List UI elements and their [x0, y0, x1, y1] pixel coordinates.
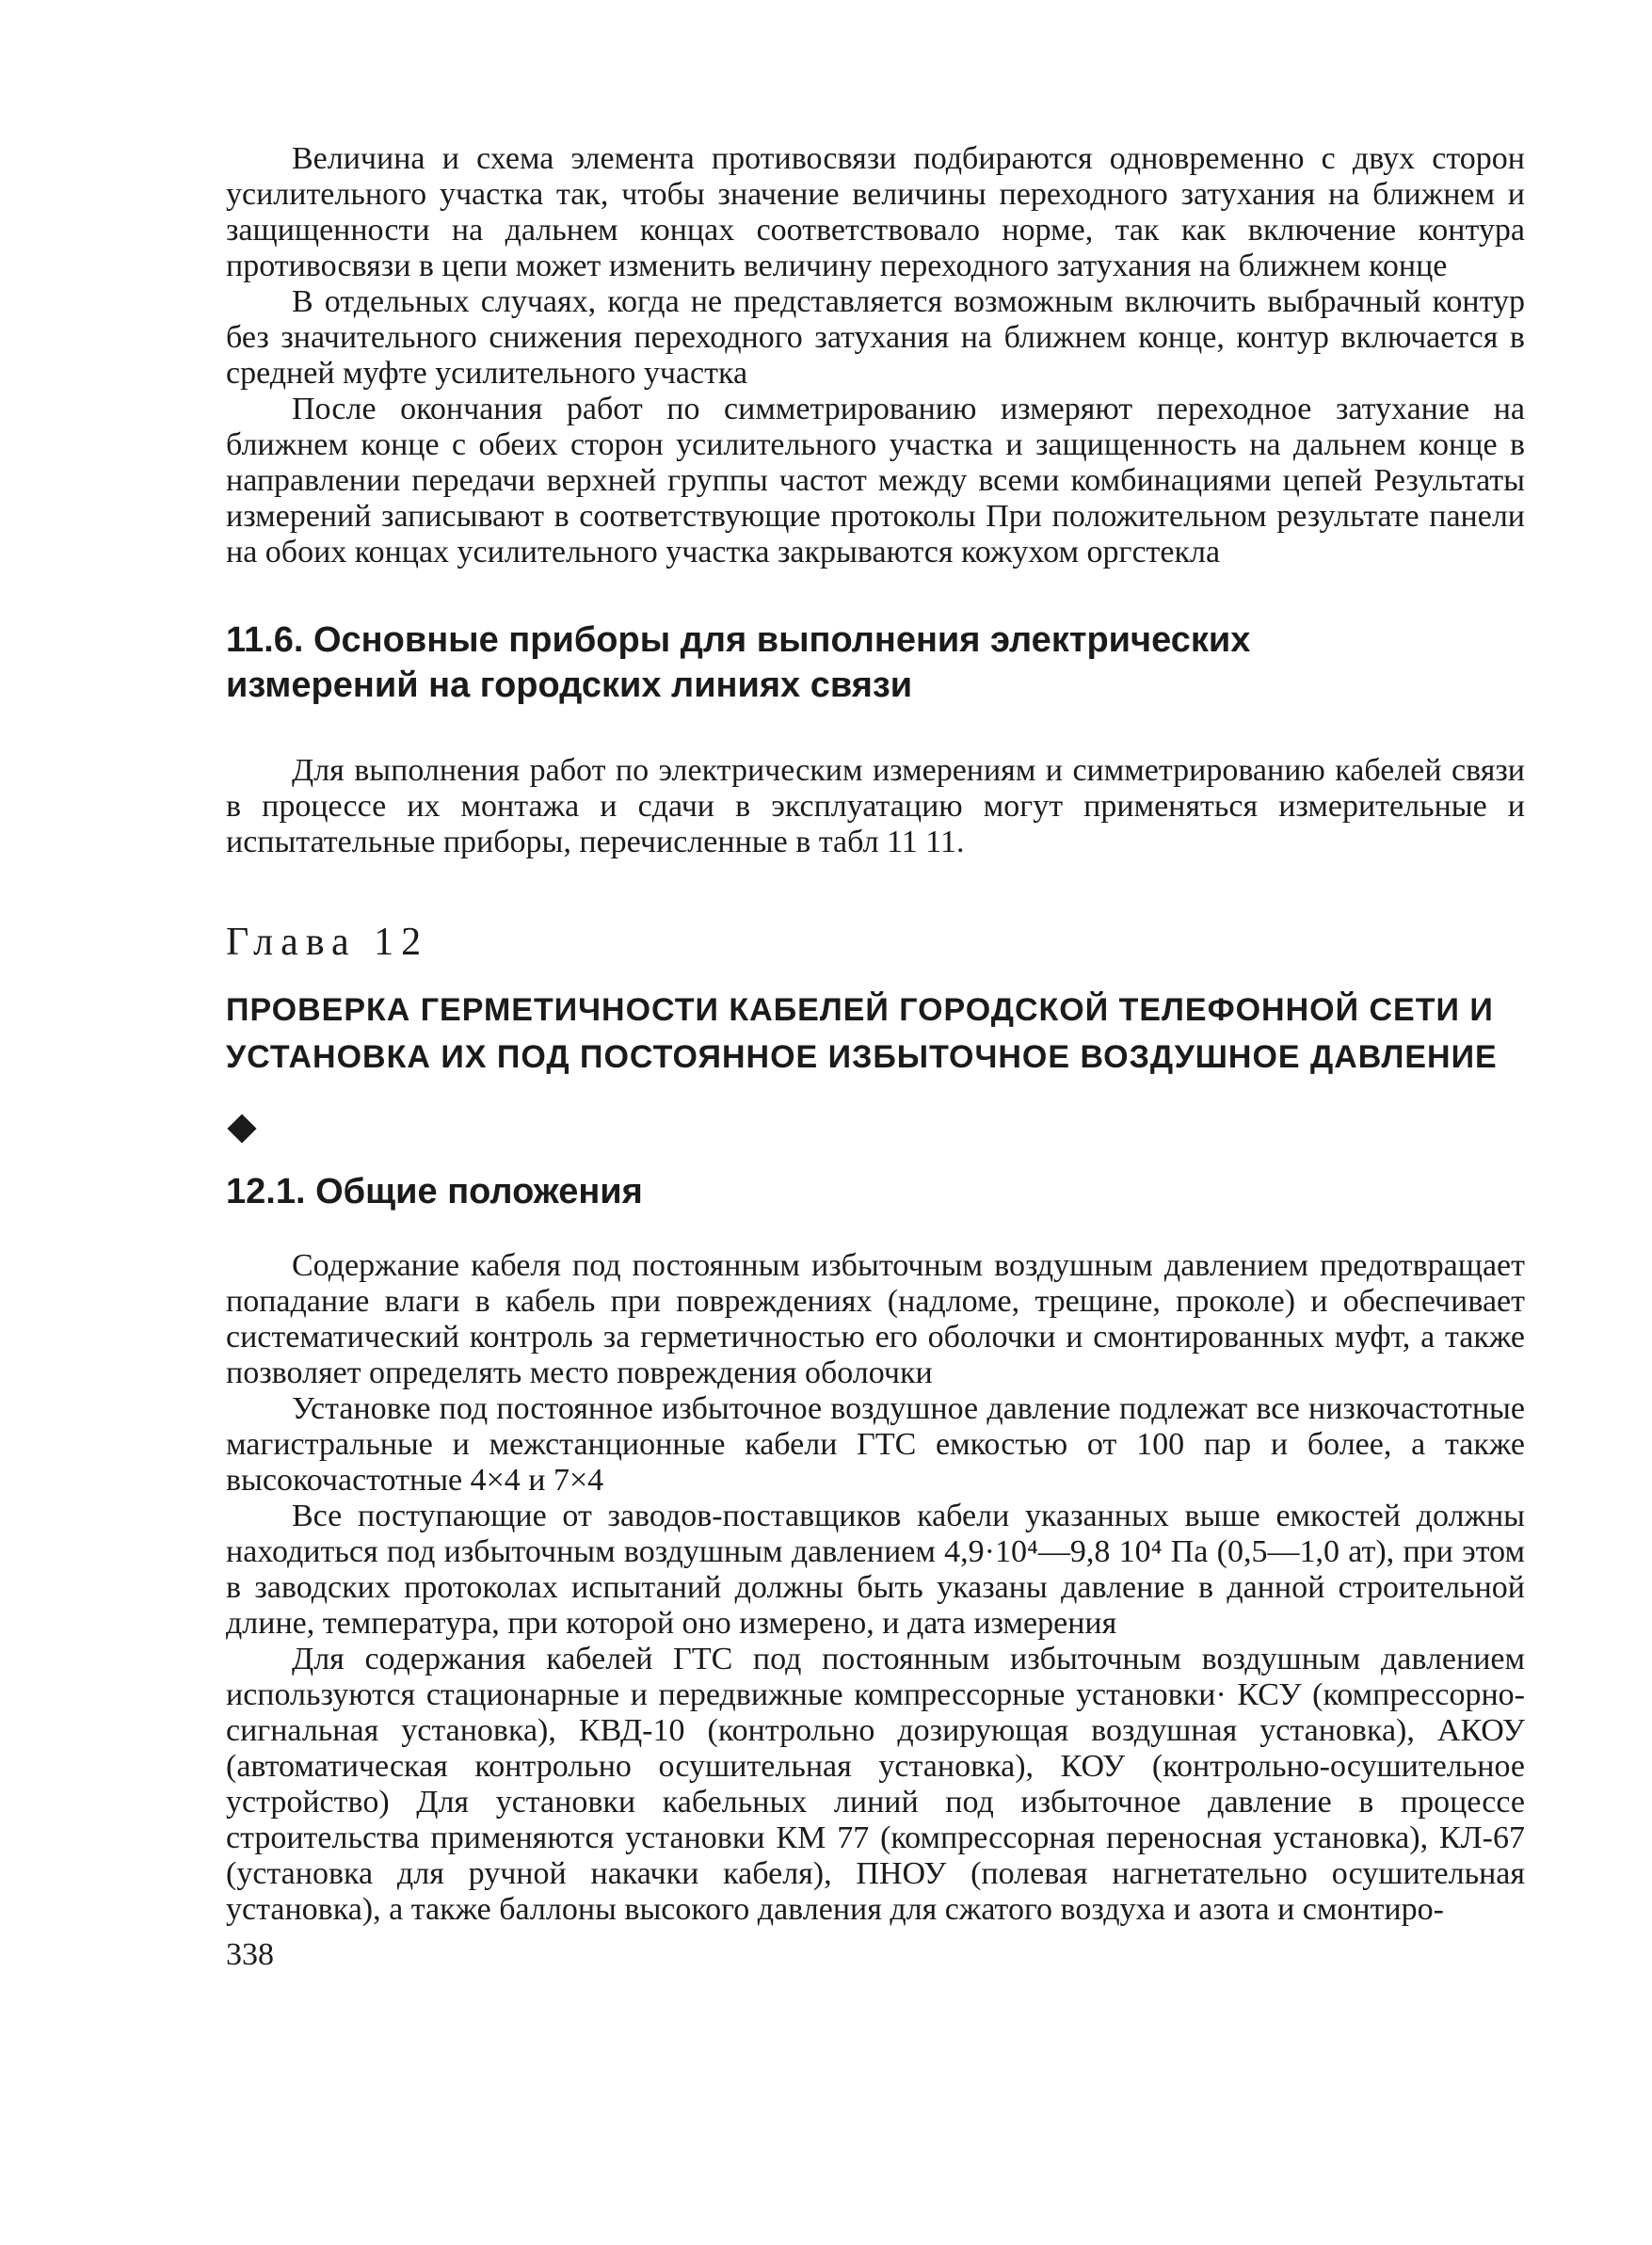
intro-text	[226, 141, 1525, 570]
chapter-title: ПРОВЕРКА ГЕРМЕТИЧНОСТИ КАБЕЛЕЙ ГОРОДСКОЙ ТЕЛЕФОННОЙ СЕТИ И УСТАНОВКА ИХ ПОД ПОСТОЯННОЕ ИЗБЫТОЧНОЕ ВОЗДУШНОЕ ДАВЛЕНИЕ	[226, 992, 1498, 1075]
paragraph: Для выполнения работ по электрическим измерениям и симметрированию кабелей связи в процессе их монтажа и сдачи в эксплуатацию могут применяться измерительные и испытательные приборы, перечисленные в табл 11 11.	[226, 753, 1525, 859]
paragraph: Содержание кабеля под постоянным избыточным воздушным давлением предотвращает попадание влаги в кабель при повреждениях (надломе, трещине, проколе) и обеспечивает систематический контроль за герметичностью его оболочки и смонтированных муфт, а также позволяет определять место повреждения оболочки	[226, 1248, 1525, 1390]
paragraph: В отдельных случаях, когда не представляется возможным включить выбрачный контур без значительного снижения переходного затухания на ближнем конце, контур включается в средней муфте усилительного участка	[226, 284, 1525, 391]
section-title: 12.1. Общие положения	[226, 1172, 643, 1211]
paragraph: Для содержания кабелей ГТС под постоянным избыточным воздушным давлением используются стационарные и передвижные компрессорные установки· КСУ (компрессорно-сигнальная установка), КВД-10 (контрольно дозирующая воздушная установка), АКОУ (автоматическая контрольно осушительная установка), КОУ (контрольно-осушительное устройство) Для установки кабельных линий под избыточное давление в процессе строительства применяются установки КМ 77 (компрессорная переносная установка), КЛ-67 (установка для ручной накачки кабеля), ПНОУ (полевая нагнетательно осушительная установка), а также баллоны высокого давления для сжатого воздуха и азота и смонтиро-	[226, 1642, 1525, 1927]
page-number: 338	[226, 1937, 274, 1972]
paragraph: Все поступающие от заводов-поставщиков кабели указанных выше емкостей должны находиться под избыточным воздушным давлением 4,9·10⁴—9,8 10⁴ Па (0,5—1,0 ат), при этом в заводских протоколах испытаний должны быть указаны давление в данной строительной длине, температура, при которой оно измерено, и дата измерения	[226, 1499, 1525, 1641]
paragraph: Установке под постоянное избыточное воздушное давление подлежат все низкочастотные магистральные и межстанционные кабели ГТС емкостью от 100 пар и более, а также высокочастотные 4×4 и 7×4	[226, 1391, 1525, 1498]
paragraph: Величина и схема элемента противосвязи подбираются одновременно с двух сторон усилительного участка так, чтобы значение величины переходного затухания на ближнем и защищенности на дальнем концах соответствовало норме, так как включение контура противосвязи в цепи может изменить величину переходного затухания на ближнем конце	[226, 141, 1525, 283]
paragraph: После окончания работ по симметрированию измеряют переходное затухание на ближнем конце с обеих сторон усилительного участка и защищенность на дальнем конце в направлении передачи верхней группы частот между всеми комбинациями цепей Результаты измерений записывают в соответствующие протоколы При положительном результате панели на обоих концах усилительного участка закрываются кожухом оргстекла	[226, 392, 1525, 569]
section-body	[226, 1248, 1525, 1928]
chapter-label: Глава 12	[226, 921, 429, 964]
page-content	[226, 141, 1525, 1973]
section-title: 11.6. Основные приборы для выполнения электрических измерений на городских линиях связи	[226, 620, 1251, 705]
